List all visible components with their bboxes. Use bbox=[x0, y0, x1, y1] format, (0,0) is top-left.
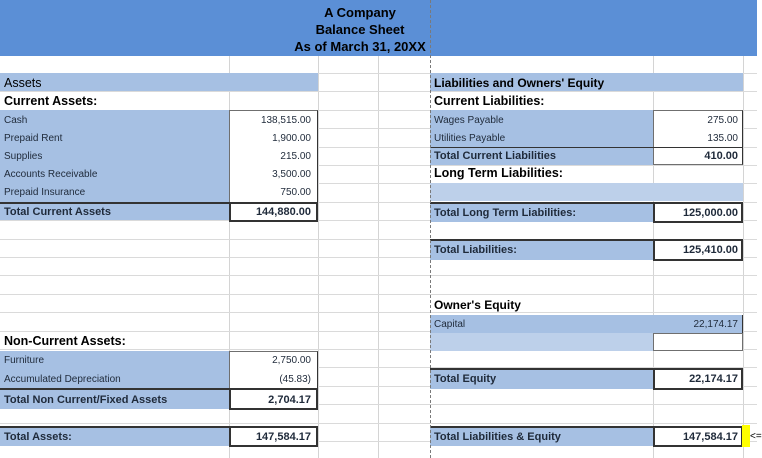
page-break-line bbox=[430, 0, 431, 458]
gridline bbox=[318, 0, 319, 458]
asset-value-accounts-receivable[interactable]: 3,500.00 bbox=[272, 169, 311, 180]
asset-value-supplies[interactable]: 215.00 bbox=[280, 151, 311, 162]
row-gridline bbox=[0, 294, 757, 295]
gridline bbox=[378, 0, 379, 458]
grand-total-value[interactable]: 147,584.17 bbox=[682, 431, 738, 443]
gridline bbox=[743, 0, 744, 458]
asset-label-prepaid-rent: Prepaid Rent bbox=[4, 133, 63, 144]
liability-value-wages-payable[interactable]: 275.00 bbox=[707, 115, 738, 126]
asset-label-furniture: Furniture bbox=[4, 355, 45, 366]
long-term-blank-row bbox=[430, 183, 743, 201]
asset-label-accumulated-depreciation: Accumulated Depreciation bbox=[4, 374, 121, 385]
company-name: A Company bbox=[324, 5, 396, 20]
current-assets-heading: Current Assets: bbox=[4, 94, 98, 108]
asset-label-cash: Cash bbox=[4, 115, 28, 126]
asset-value-prepaid-rent[interactable]: 1,900.00 bbox=[272, 133, 311, 144]
total-equity-label: Total Equity bbox=[434, 373, 497, 385]
equity-blank-value bbox=[653, 333, 743, 351]
total-long-term-label: Total Long Term Liabilities: bbox=[434, 207, 576, 219]
total-current-liabilities-label: Total Current Liabilities bbox=[434, 150, 557, 162]
total-noncurrent-value[interactable]: 2,704.17 bbox=[268, 394, 311, 406]
asset-label-prepaid-insurance: Prepaid Insurance bbox=[4, 187, 86, 198]
total-assets-value[interactable]: 147,584.17 bbox=[255, 431, 311, 443]
assets-heading: Assets bbox=[4, 76, 42, 90]
report-date: As of March 31, 20XX bbox=[294, 39, 426, 54]
asset-value-prepaid-insurance[interactable]: 750.00 bbox=[280, 187, 311, 198]
total-current-assets-value[interactable]: 144,880.00 bbox=[255, 206, 311, 218]
row-gridline bbox=[0, 312, 757, 313]
check-marker-fill bbox=[742, 425, 750, 447]
total-liabilities-label: Total Liabilities: bbox=[434, 244, 517, 256]
liability-value-utilities-payable[interactable]: 135.00 bbox=[707, 133, 738, 144]
liabilities-heading: Liabilities and Owners' Equity bbox=[434, 76, 605, 90]
liability-label-utilities-payable: Utilities Payable bbox=[434, 133, 506, 144]
report-title: Balance Sheet bbox=[315, 22, 405, 37]
row-gridline bbox=[0, 275, 757, 276]
total-equity-value[interactable]: 22,174.17 bbox=[689, 373, 738, 385]
asset-label-supplies: Supplies bbox=[4, 151, 43, 162]
equity-label-capital: Capital bbox=[434, 319, 466, 330]
asset-label-accounts-receivable: Accounts Receivable bbox=[4, 169, 98, 180]
assets-heading-fill bbox=[0, 73, 318, 91]
total-current-assets-label: Total Current Assets bbox=[4, 206, 111, 218]
total-noncurrent-label: Total Non Current/Fixed Assets bbox=[4, 394, 168, 406]
asset-value-cash[interactable]: 138,515.00 bbox=[260, 115, 311, 126]
equity-value-capital[interactable]: 22,174.17 bbox=[693, 319, 738, 330]
subtotal-rule bbox=[430, 147, 743, 148]
liability-label-wages-payable: Wages Payable bbox=[434, 115, 504, 126]
long-term-liabilities-heading: Long Term Liabilities: bbox=[434, 166, 563, 180]
total-liabilities-value[interactable]: 125,410.00 bbox=[682, 244, 738, 256]
grand-total-label: Total Liabilities & Equity bbox=[434, 431, 561, 443]
total-current-liabilities-value[interactable]: 410.00 bbox=[704, 150, 738, 162]
total-long-term-value[interactable]: 125,000.00 bbox=[682, 207, 738, 219]
noncurrent-assets-heading: Non-Current Assets: bbox=[4, 334, 126, 348]
equity-blank-label bbox=[430, 333, 653, 351]
row-gridline bbox=[0, 91, 757, 92]
asset-value-furniture[interactable]: 2,750.00 bbox=[272, 355, 311, 366]
owners-equity-heading: Owner's Equity bbox=[434, 298, 521, 312]
current-liabilities-heading: Current Liabilities: bbox=[434, 94, 545, 108]
asset-value-accumulated-depreciation[interactable]: (45.83) bbox=[279, 374, 311, 385]
check-marker-text: <= bbox=[750, 431, 762, 442]
row-gridline bbox=[0, 423, 757, 424]
total-assets-label: Total Assets: bbox=[4, 431, 72, 443]
